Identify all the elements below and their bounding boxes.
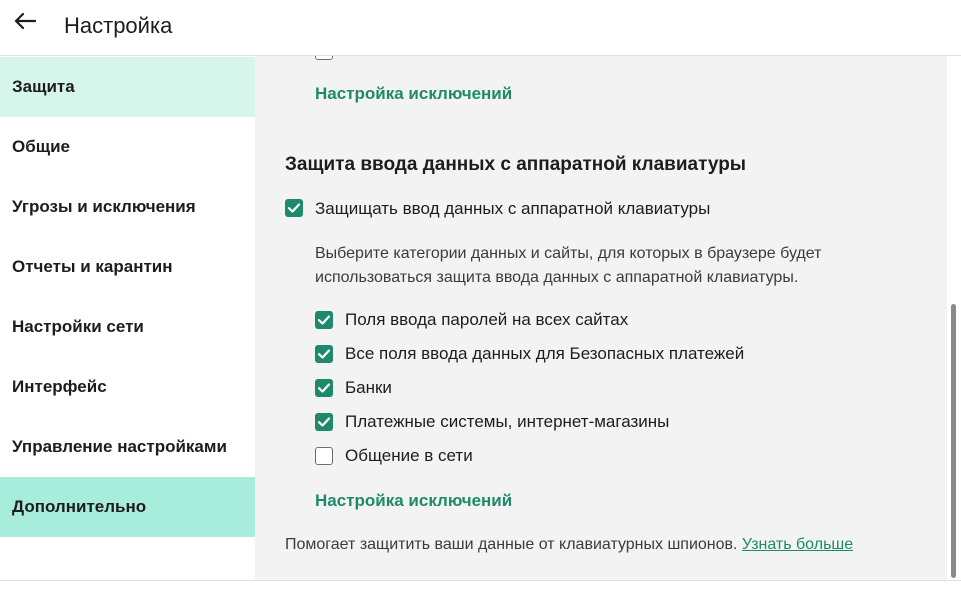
footer-note [285, 536, 853, 554]
sidebar-item-threats-exclusions[interactable] [0, 177, 255, 237]
top-exclusions-link[interactable]: Настройка исключений [315, 84, 513, 103]
footer-text: Помогает защитить ваши данные от клавиатурных шпионов. [285, 536, 738, 553]
description-line-1: Выберите категории данных и сайты, для которых в браузере будет [315, 245, 822, 262]
option-checkbox-payment-systems[interactable] [315, 413, 333, 431]
sidebar-item-label: Управление настройками [12, 437, 227, 456]
learn-more-link[interactable]: Узнать больше [741, 536, 854, 553]
option-label-passwords: Поля ввода паролей на всех сайтах [345, 310, 629, 329]
checkmark-icon [315, 311, 333, 329]
option-checkbox-passwords[interactable] [315, 311, 333, 329]
scrollbar[interactable] [947, 56, 961, 580]
checkmark-icon [315, 345, 333, 363]
option-checkbox-social[interactable] [315, 447, 333, 465]
scrollbar-thumb[interactable] [951, 304, 956, 578]
page-title: Настройка [64, 13, 173, 38]
header-bar [0, 0, 961, 56]
checkmark-icon [315, 379, 333, 397]
sidebar-item-label: Угрозы и исключения [12, 197, 196, 216]
sidebar-item-advanced[interactable] [0, 477, 255, 537]
sidebar-item-protection[interactable] [0, 57, 255, 117]
sidebar-item-label: Интерфейс [12, 377, 107, 396]
option-checkbox-safe-payments[interactable] [315, 345, 333, 363]
protect-keyboard-input-label: Защищать ввод данных с аппаратной клавиатуры [315, 199, 711, 218]
sidebar-item-general[interactable] [0, 117, 255, 177]
option-label-payment-systems: Платежные системы, интернет-магазины [345, 412, 670, 431]
sidebar [0, 56, 255, 588]
option-label-social: Общение в сети [345, 446, 473, 465]
section-title: Защита ввода данных с аппаратной клавиатуры [285, 154, 747, 175]
option-label-banks: Банки [345, 378, 392, 397]
description-line-2: использоваться защита ввода данных с аппаратной клавиатуры. [315, 269, 799, 286]
sidebar-item-label: Дополнительно [12, 497, 147, 516]
option-label-safe-payments: Все поля ввода данных для Безопасных платежей [345, 344, 745, 363]
clipped-checkbox[interactable] [315, 56, 333, 60]
protect-keyboard-input-checkbox[interactable] [285, 199, 303, 217]
sidebar-item-network-settings[interactable] [0, 297, 255, 357]
checkmark-icon [285, 199, 303, 217]
sidebar-item-label: Общие [12, 137, 70, 156]
sidebar-item-manage-settings[interactable] [0, 417, 255, 477]
settings-content [255, 56, 947, 580]
sidebar-item-interface[interactable] [0, 357, 255, 417]
exclusions-settings-link[interactable]: Настройка исключений [315, 491, 513, 510]
option-checkbox-banks[interactable] [315, 379, 333, 397]
sidebar-item-label: Защита [12, 77, 75, 96]
checkmark-icon [315, 413, 333, 431]
sidebar-item-reports-quarantine[interactable] [0, 237, 255, 297]
sidebar-item-label: Отчеты и карантин [12, 257, 173, 276]
arrow-left-icon [14, 12, 36, 35]
back-button[interactable] [12, 10, 38, 36]
sidebar-item-label: Настройки сети [12, 317, 144, 336]
